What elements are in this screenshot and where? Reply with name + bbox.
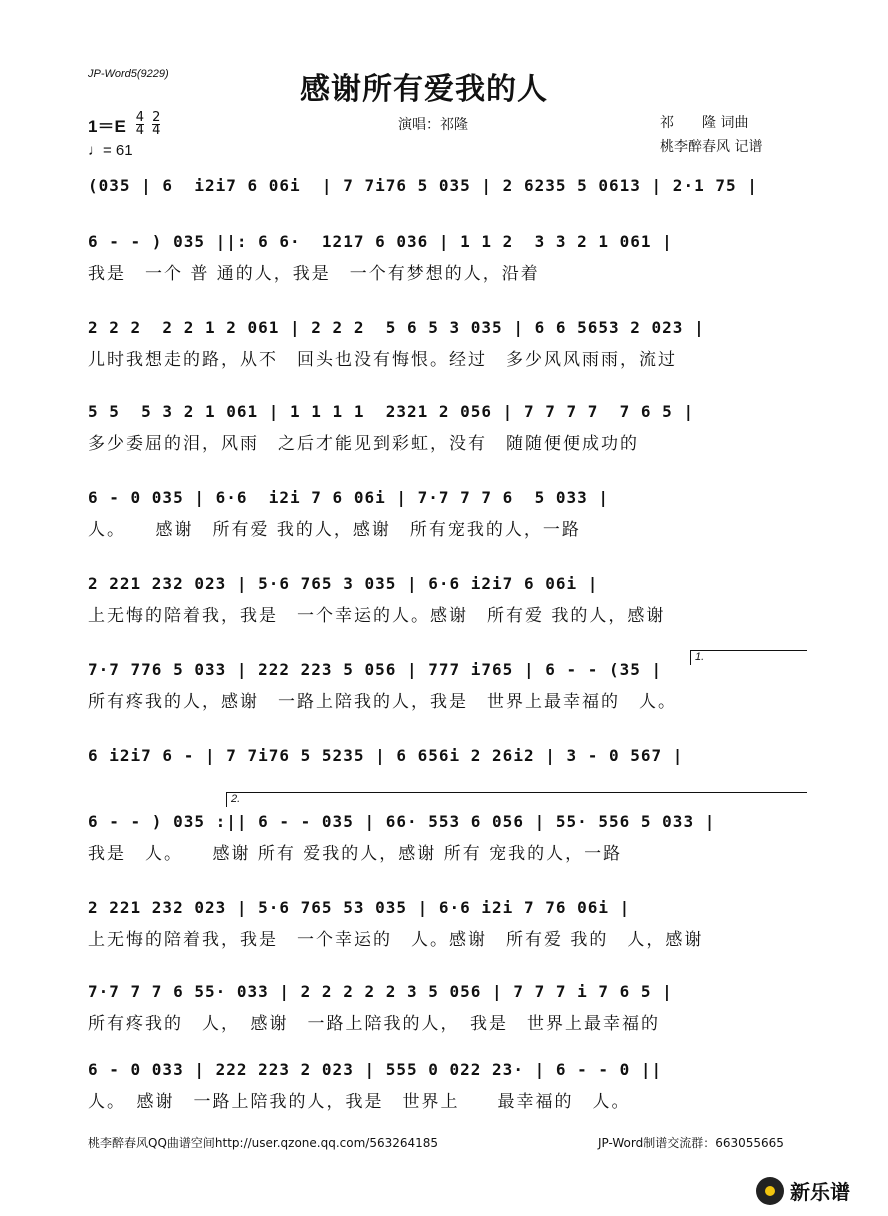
lyric-row: 所有疼我的 人， 感谢 一路上陪我的人， 我是 世界上最幸福的 [88,1014,660,1034]
time-num: 2 [152,110,161,125]
tempo-mark: ♩= 61 [88,142,133,159]
song-title: 感谢所有爱我的人 [300,72,548,107]
time-signature-2-4 [152,112,160,137]
footer-left: 桃李醉春风QQ曲谱空间http://user.qzone.qq.com/563264185 [88,1136,439,1150]
notation-row: 7·7 776 5 033 | 222 223 5 056 | 777 i765 | 6 - - (35 | [88,660,663,679]
time-signature-4-4 [136,112,144,137]
notation-row: 2 221 232 023 | 5·6 765 3 035 | 6·6 i2i7 6 06i | [88,574,599,593]
lyric-row: 我是 人。 感谢 所有 爱我的人，感谢 所有 宠我的人，一路 [88,844,623,864]
lyric-row: 所有疼我的人，感谢 一路上陪我的人，我是 世界上最幸福的 人。 [88,692,677,712]
volta-bracket-1 [690,650,807,665]
notation-row: (035 | 6 i2i7 6 06i | 7 7i76 5 035 | 2 6235 5 0613 | 2·1 75 | [88,176,758,195]
time-den: 4 [152,123,161,138]
singer-credit: 演唱：祁隆 [398,117,468,133]
notation-row: 5 5 5 3 2 1 061 | 1 1 1 1 2321 2 056 | 7 7 7 7 7 6 5 | [88,402,695,421]
score-line [88,402,804,454]
time-num: 4 [135,110,145,125]
footer-right: JP-Word制谱交流群：663055665 [598,1136,784,1150]
score-line [88,660,804,712]
software-label: JP-Word5(9229) [88,68,169,80]
score-line [88,176,804,203]
volta-label-2: 2. [231,793,241,805]
score-credit: 桃李醉春风 记谱 [660,139,763,155]
score-line [88,318,804,370]
notation-row: 6 - 0 033 | 222 223 2 023 | 555 0 022 23· | 6 - - 0 || [88,1060,663,1079]
lyric-row: 人。 感谢 一路上陪我的人，我是 世界上 最幸福的 人。 [88,1092,631,1112]
notation-row: 6 - - ) 035 ||: 6 6· 1217 6 036 | 1 1 2 3 3 2 1 061 | [88,232,673,251]
lyric-row: 上无悔的陪着我，我是 一个幸运的 人。感谢 所有爱 我的 人，感谢 [88,930,704,950]
notation-row: 7·7 7 7 6 55· 033 | 2 2 2 2 2 3 5 056 | 7 7 7 i 7 6 5 | [88,982,673,1001]
score-line [88,812,804,864]
score-line [88,746,804,773]
time-den: 4 [135,123,145,138]
volta-bracket-2 [226,792,807,807]
lyric-row: 儿时我想走的路，从不 回头也没有悔恨。经过 多少风风雨雨，流过 [88,350,677,370]
key-signature [88,112,160,137]
lyric-row: 我是 一个 普 通的人，我是 一个有梦想的人，沿着 [88,264,540,284]
score-line [88,232,804,284]
notation-row: 6 - 0 035 | 6·6 i2i 7 6 06i | 7·7 7 7 6 5 033 | [88,488,610,507]
notation-row: 2 221 232 023 | 5·6 765 53 035 | 6·6 i2i 7 76 06i | [88,898,631,917]
volta-label-1: 1. [695,651,705,663]
notation-row: 2 2 2 2 2 1 2 061 | 2 2 2 5 6 5 3 035 | 6 6 5653 2 023 | [88,318,705,337]
lyrics-credit: 祁 隆 词曲 [660,115,749,131]
record-disc-icon [756,1177,784,1205]
score-line [88,574,804,626]
notation-row: 6 - - ) 035 :|| 6 - - 035 | 66· 553 6 056 | 55· 556 5 033 | [88,812,716,831]
score-line [88,898,804,950]
site-logo [756,1176,850,1205]
key-label: 1＝E [88,117,126,136]
score-line [88,982,804,1034]
score-line [88,488,804,540]
logo-text: 新乐谱 [790,1180,850,1204]
score-line [88,1060,804,1112]
lyric-row: 多少委屈的泪，风雨 之后才能见到彩虹，没有 随随便便成功的 [88,434,639,454]
notation-row: 6 i2i7 6 - | 7 7i76 5 5235 | 6 656i 2 26i2 | 3 - 0 567 | [88,746,684,765]
lyric-row: 人。 感谢 所有爱 我的人，感谢 所有宠我的人，一路 [88,520,581,540]
lyric-row: 上无悔的陪着我，我是 一个幸运的人。感谢 所有爱 我的人，感谢 [88,606,666,626]
